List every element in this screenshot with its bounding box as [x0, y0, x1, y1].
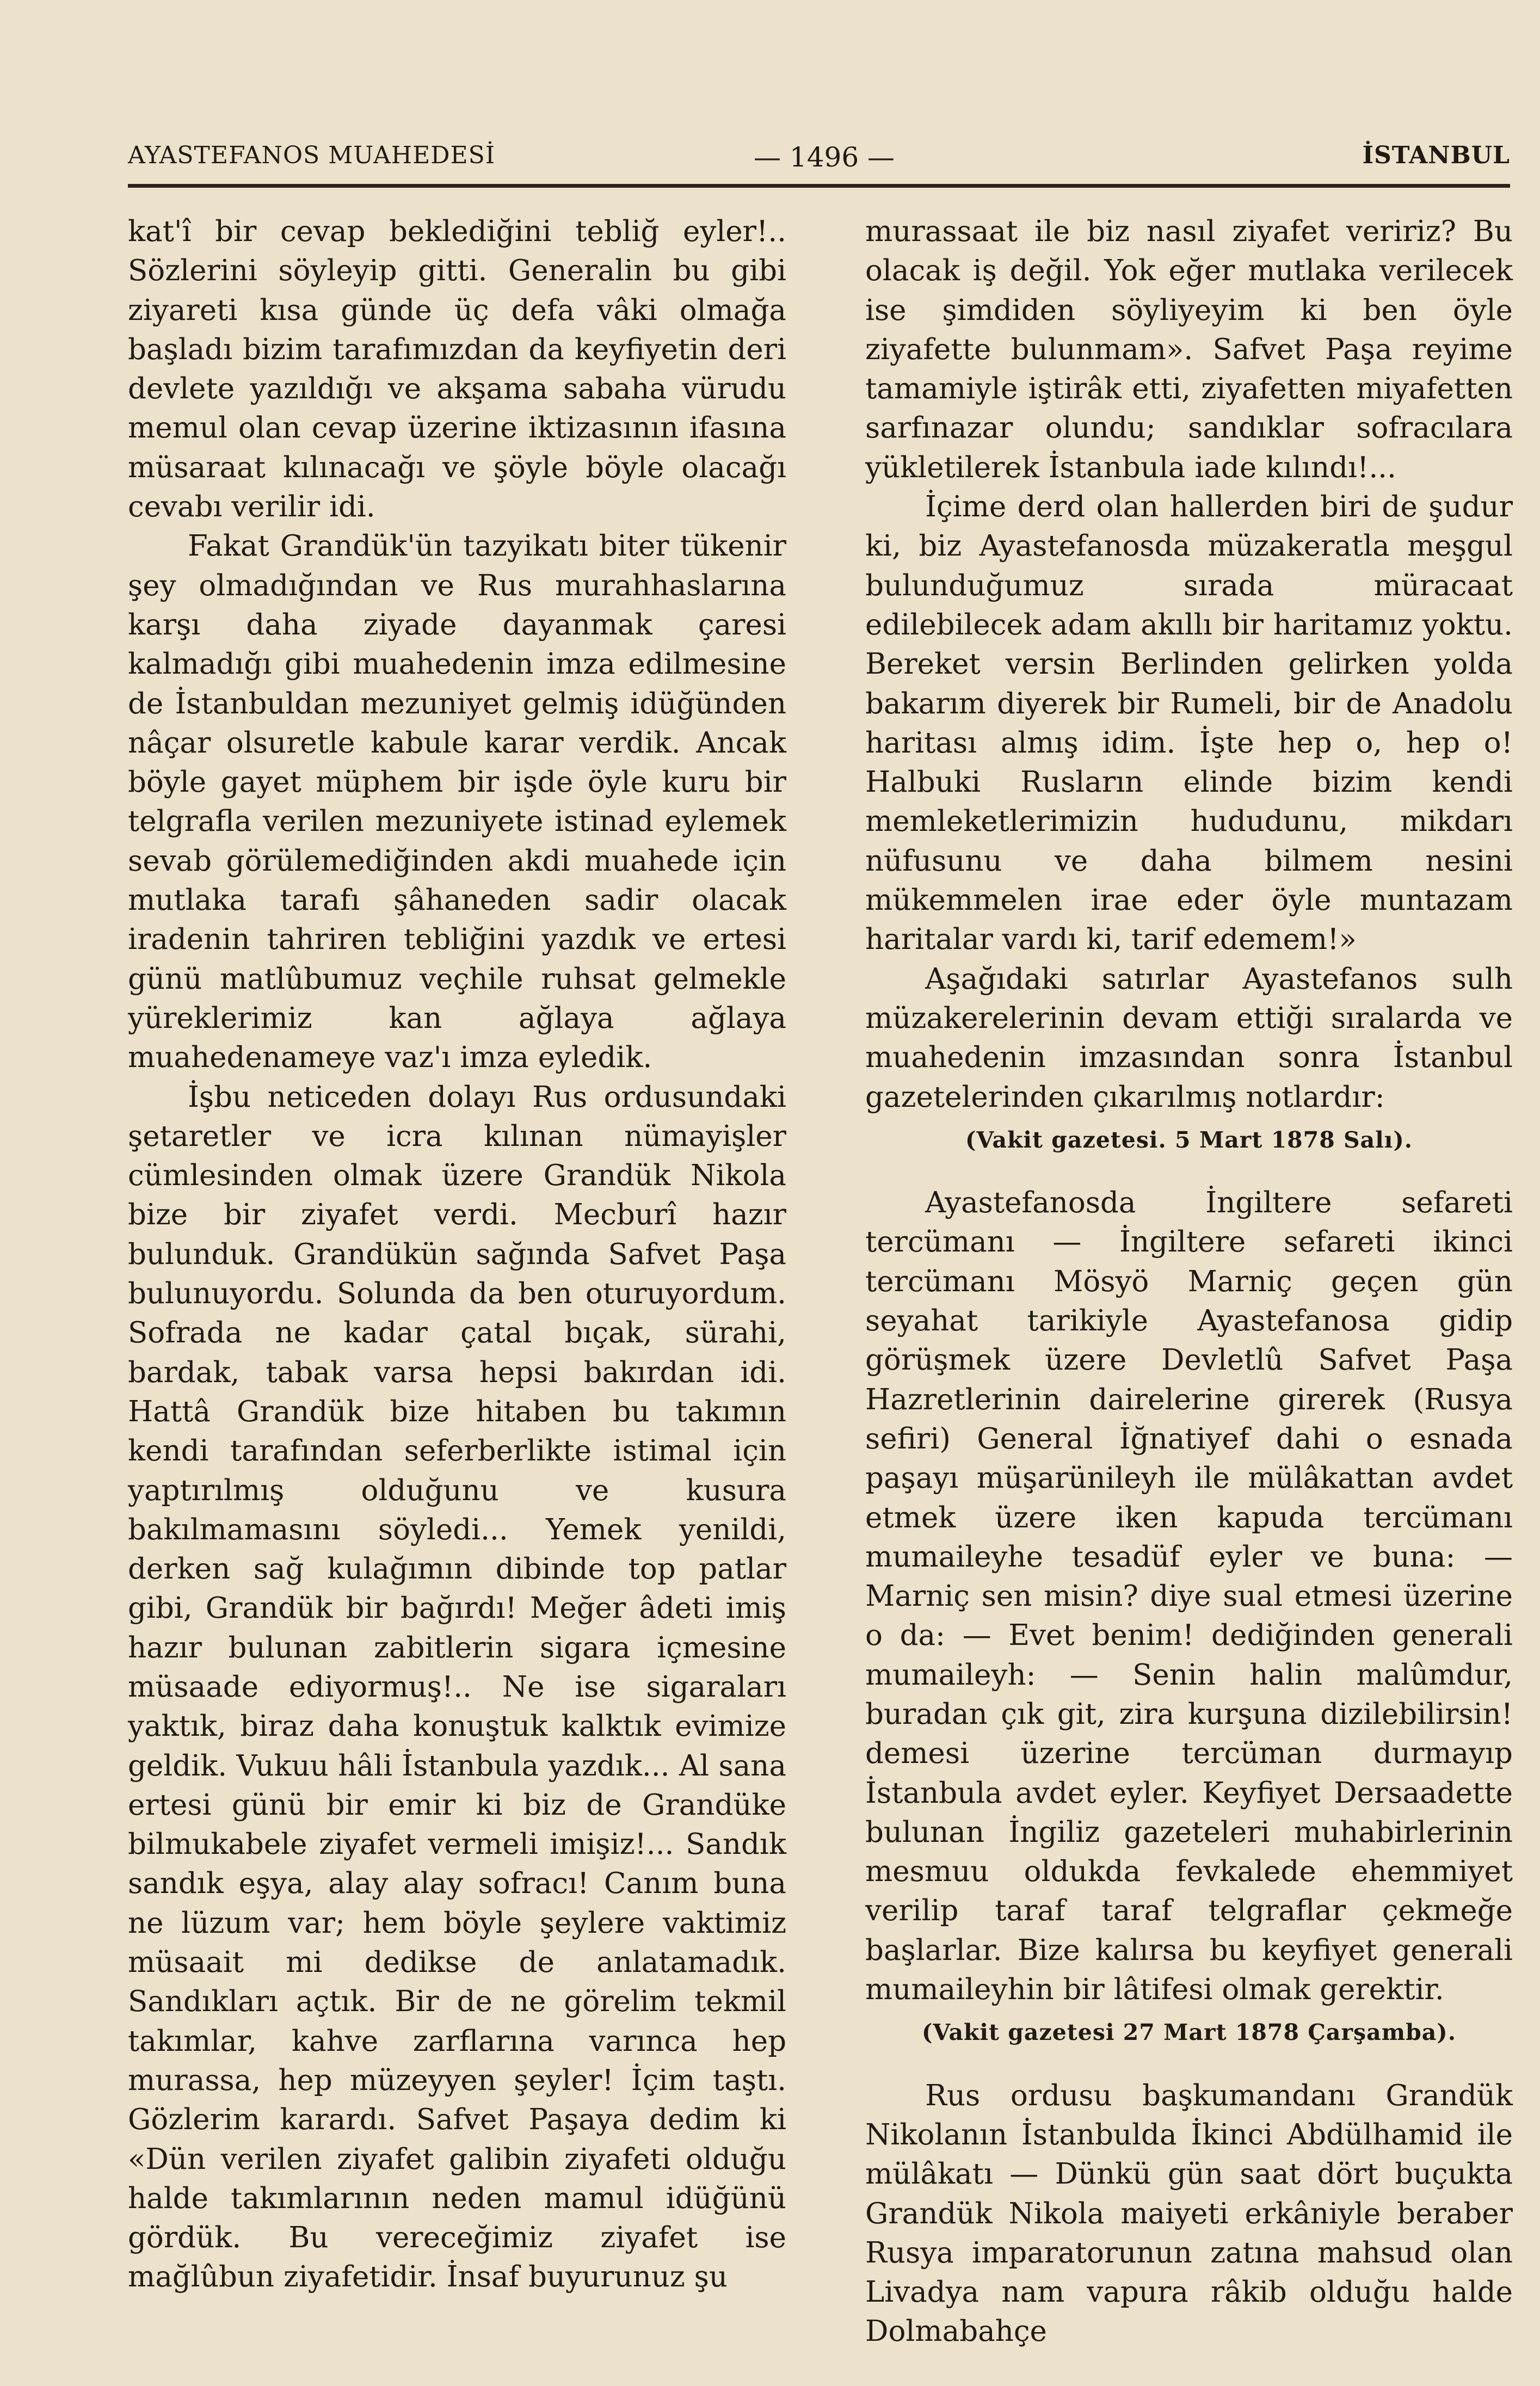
source-citation: (Vakit gazetesi 27 Mart 1878 Çarşamba).	[922, 2019, 1456, 2046]
right-column	[865, 212, 1513, 2352]
left-column	[128, 212, 786, 2297]
paragraph: İşbu neticeden dolayı Rus ordusundaki şetaretler ve icra kılınan nümayişler cümlesinden olmak üzere Grandük Nikola bize bir ziyafet verdi. Mecburî hazır bulunduk. Grandükün sağında Safvet Paşa bulunuyordu. Solunda da ben oturuyordum. Sofrada ne kadar çatal bıçak, sürahi, bardak, tabak varsa hepsi bakırdan idi. Hattâ Grandük bize hitaben bu takımın kendi tarafından seferberlikte istimal için yaptırılmış olduğunu ve kusura bakılmamasını söyledi... Yemek yenildi, derken sağ kulağımın dibinde top patlar gibi, Grandük bir bağırdı! Meğer âdeti imiş hazır bulunan zabitlerin sigara içmesine müsaade ediyormuş!.. Ne ise sigaraları yaktık, biraz daha konuştuk kalktık evimize geldik. Vukuu hâli İstanbula yazdık... Al sana ertesi günü bir emir ki biz de Grandüke bilmukabele ziyafet vermeli imişiz!... Sandık sandık eşya, alay alay sofracı! Canım buna ne lüzum var; hem böyle şeylere vaktimiz müsaait mi dedikse de anlatamadık. Sandıkları açtık. Bir de ne görelim tekmil takımlar, kahve zarflarına varınca hep murassa, hep müzeyyen şeyler! İçim taştı. Gözlerim karardı. Safvet Paşaya dedim ki «Dün verilen ziyafet galibin ziyafeti olduğu halde takımlarının neden mamul idüğünü gördük. Bu vereceğimiz ziyafet ise mağlûbun ziyafetidir. İnsaf buyurunuz şu	[128, 1080, 786, 2294]
page-number: — 1496 —	[754, 141, 895, 173]
header-section-title: AYASTEFANOS MUAHEDESİ	[128, 141, 496, 169]
paragraph: İçime derd olan hallerden biri de şudur ki, biz Ayastefanosda müzakeratla meşgul bulunduğumuz sırada müracaat edilebilecek adam akıllı bir haritamız yoktu. Bereket versin Berlinden gelirken yolda bakarım diyerek bir Rumeli, bir de Anadolu haritası almış idim. İşte hep o, hep o! Halbuki Rusların elinde bizim kendi memleketlerimizin hududunu, mikdarı nüfusunu ve daha bilmem nesini mükemmelen irae eder öyle muntazam haritalar vardı ki, tarif edemem!»	[865, 490, 1513, 957]
source-citation: (Vakit gazetesi. 5 Mart 1878 Salı).	[965, 1126, 1413, 1153]
header-rule	[128, 184, 1510, 188]
paragraph: kat'î bir cevap beklediğini tebliğ eyler!.. Sözlerini söyleyip gitti. Generalin bu gibi ziyareti kısa günde üç defa vâki olmağa başladı bizim tarafımızdan da keyfiyetin deri devlete yazıldığı ve akşama sabaha vürudu memul olan cevap üzerine iktizasının ifasına müsaraat kılınacağı ve şöyle böyle olacağı cevabı verilir idi.	[128, 215, 786, 524]
paragraph: Aşağıdaki satırlar Ayastefanos sulh müzakerelerinin devam ettiği sıralarda ve muahedenin imzasından sonra İstanbul gazetelerinden çıkarılmış notlardır:	[865, 962, 1513, 1114]
paragraph: Rus ordusu başkumandanı Grandük Nikolanın İstanbulda İkinci Abdülhamid ile mülâkatı — Dünkü gün saat dört buçukta Grandük Nikola maiyeti erkâniyle beraber Rusya imparatorunun zatına mahsud olan Livadya nam vapura râkib olduğu halde Dolmabahçe	[865, 2079, 1513, 2348]
paragraph: murassaat ile biz nasıl ziyafet veririz? Bu olacak iş değil. Yok eğer mutlaka verilecek ise şimdiden söyliyeyim ki ben öyle ziyafette bulunmam». Safvet Paşa reyime tamamiyle iştirâk etti, ziyafetten miyafetten sarfınazar olundu; sandıklar sofracılara yükletilerek İstanbula iade kılındı!...	[865, 215, 1513, 484]
paragraph: Ayastefanosda İngiltere sefareti tercümanı — İngiltere sefareti ikinci tercümanı Mösyö Marniç geçen gün seyahat tarikiyle Ayastefanosa gidip görüşmek üzere Devletlû Safvet Paşa Hazretlerinin dairelerine girerek (Rusya sefiri) General İğnatiyef dahi o esnada paşayı müşarünileyh ile mülâkattan avdet etmek üzere iken kapuda tercümanı mumaileyhe tesadüf eyler ve buna: — Marniç sen misin? diye sual etmesi üzerine o da: — Evet benim! dediğinden generali mumaileyh: — Senin halin malûmdur, buradan çık git, zira kurşuna dizilebilirsin! demesi üzerine tercüman durmayıp İstanbula avdet eyler. Keyfiyet Dersaadette bulunan İngiliz gazeteleri muhabirlerinin mesmuu oldukda fevkalede ehemmiyet verilip taraf taraf telgraflar çekmeğe başlarlar. Bize kalırsa bu keyfiyet generali mumaileyhin bir lâtifesi olmak gerektir.	[865, 1186, 1513, 2007]
running-header	[128, 136, 1510, 185]
paragraph: Fakat Grandük'ün tazyikatı biter tükenir şey olmadığından ve Rus murahhaslarına karşı daha ziyade dayanmak çaresi kalmadığı gibi muahedenin imza edilmesine de İstanbuldan mezuniyet gelmiş idüğünden nâçar olsuretle kabule karar verdik. Ancak böyle gayet müphem bir işde öyle kuru bir telgrafla verilen mezuniyete istinad eylemek sevab görülemediğinden akdi muahede için mutlaka tarafı şâhaneden sadir olacak iradenin tahriren tebliğini yazdık ve ertesi günü matlûbumuz veçhile ruhsat gelmekle yüreklerimiz kan ağlaya ağlaya muahedenameye vaz'ı imza eyledik.	[128, 529, 786, 1075]
header-city: İSTANBUL	[1362, 141, 1510, 169]
